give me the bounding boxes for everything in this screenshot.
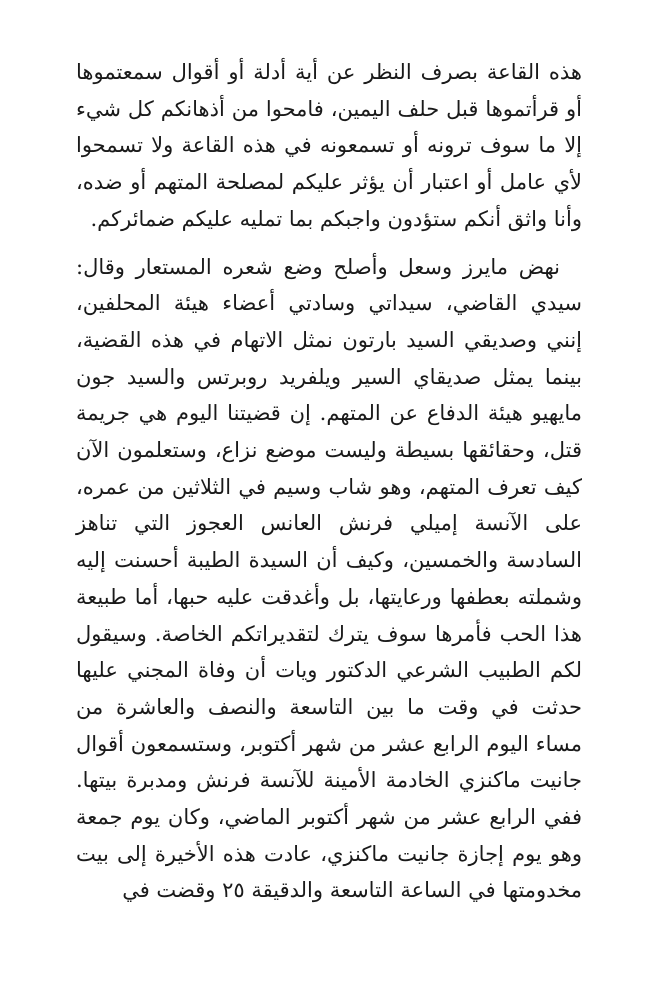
document-page — [76, 54, 582, 909]
paragraph-1: هذه القاعة بصرف النظر عن أية أدلة أو أقوال سمعتموها أو قرأتموها قبل حلف اليمين، فامحوا من أذهانكم كل شيء إلا ما سوف ترونه أو تسمعونه في هذه القاعة ولا تسمحوا لأي عامل أو اعتبار أن يؤثر عليكم لمصلحة المتهم أو ضده، وأنا واثق أنكم ستؤدون واجبكم بما تمليه عليكم ضمائركم. — [76, 60, 582, 231]
paragraph-2: نهض مايرز وسعل وأصلح وضع شعره المستعار وقال: سيدي القاضي، سيداتي وسادتي أعضاء هيئة المحلفين، إنني وصديقي السيد بارتون نمثل الاتهام في هذه القضية، بينما يمثل صديقاي السير ويلفريد روبرتس والسيد جون مايهيو هيئة الدفاع عن المتهم. إن قضيتنا اليوم هي جريمة قتل، وحقائقها بسيطة وليست موضع نزاع، وستعلمون الآن كيف تعرف المتهم، وهو شاب وسيم في الثلاثين من عمره، على الآنسة إميلي فرنش العانس العجوز التي تناهز السادسة والخمسين، وكيف أن السيدة الطيبة أحسنت إليه وشملته بعطفها ورعايتها، بل وأغدقت عليه حبها، أما طبيعة هذا الحب فأمرها سوف يترك لتقديراتكم الخاصة. وسيقول لكم الطبيب الشرعي الدكتور ويات أن وفاة المجني عليها حدثت في وقت ما بين التاسعة والنصف والعاشرة من مساء اليوم الرابع عشر من شهر أكتوبر، وستسمعون أقوال جانيت ماكنزي الخادمة الأمينة للآنسة فرنش ومدبرة بيتها. ففي الرابع عشر من شهر أكتوبر الماضي، وكان يوم جمعة وهو يوم إجازة جانيت ماكنزي، عادت هذه الأخيرة إلى بيت مخدومتها في الساعة التاسعة والدقيقة ٢٥ وقضت في — [76, 254, 582, 903]
